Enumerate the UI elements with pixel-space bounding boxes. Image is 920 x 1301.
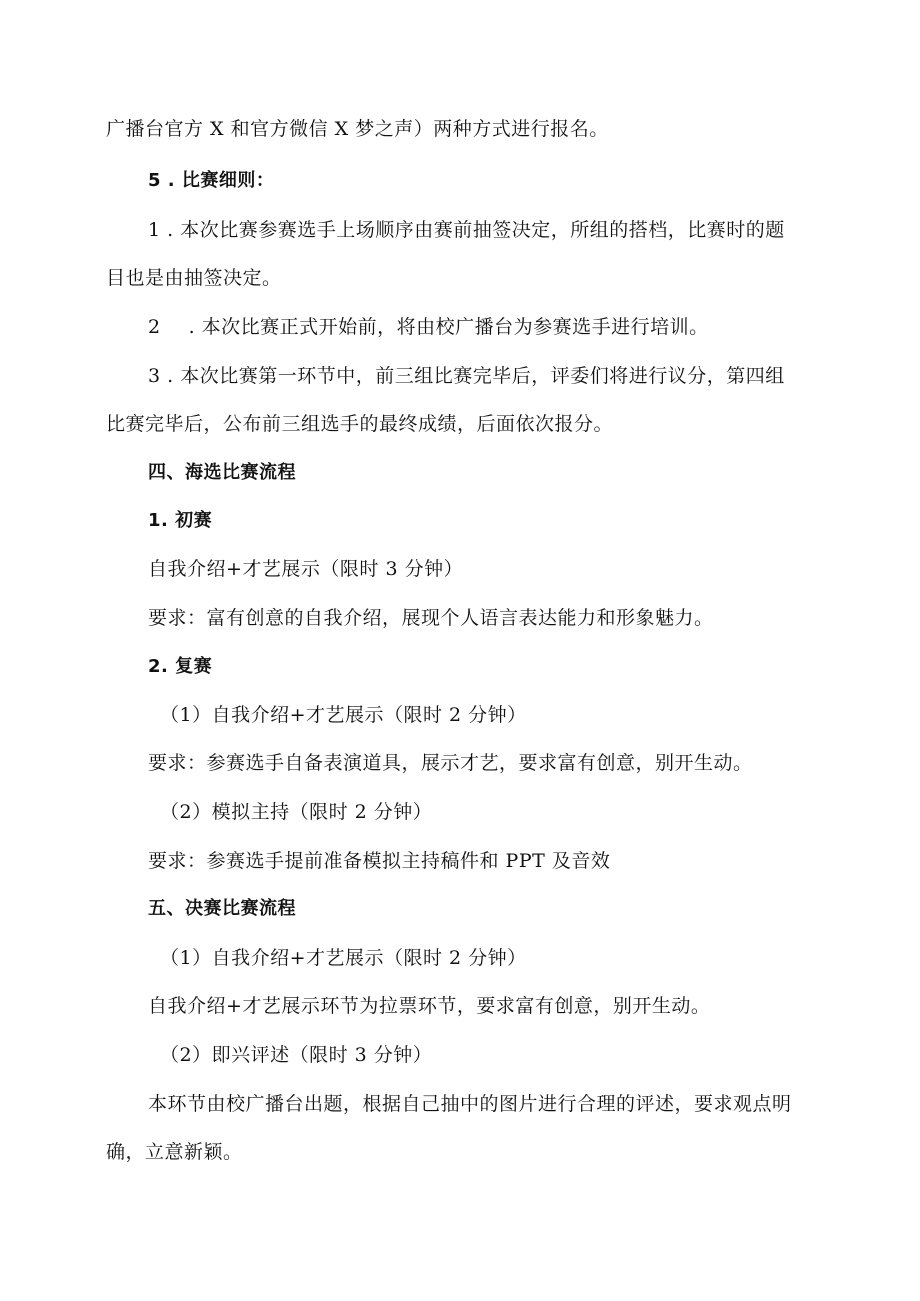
preliminary-requirement: 要求：富有创意的自我介绍，展现个人语言表达能力和形象魅力。 xyxy=(148,607,714,629)
final-requirement-1: 自我介绍+才艺展示环节为拉票环节，要求富有创意，别开生动。 xyxy=(148,995,711,1017)
semifinal-item-1: （1）自我介绍+才艺展示（限时 2 分钟） xyxy=(160,704,527,726)
rule-2 xyxy=(148,315,709,339)
semifinal-requirement-2: 要求：参赛选手提前准备模拟主持稿件和 PPT 及音效 xyxy=(148,850,611,872)
semifinal-requirement-1: 要求：参赛选手自备表演道具，展示才艺，要求富有创意，别开生动。 xyxy=(148,752,753,774)
rule-3-line-2: 比赛完毕后，公布前三组选手的最终成绩，后面依次报分。 xyxy=(106,413,614,435)
heading-preliminary: 1. 初赛 xyxy=(148,510,213,531)
heading-final-process: 五、决赛比赛流程 xyxy=(148,898,296,919)
final-requirement-2-line-1: 本环节由校广播台出题，根据自己抽中的图片进行合理的评述，要求观点明 xyxy=(148,1093,792,1115)
rule-3-line-1: 3 . 本次比赛第一环节中，前三组比赛完毕后，评委们将进行议分，第四组 xyxy=(148,365,785,387)
rule-1-line-1: 1 . 本次比赛参赛选手上场顺序由赛前抽签决定，所组的搭档，比赛时的题 xyxy=(148,219,785,241)
paragraph-registration-end: 广播台官方 X 和官方微信 X 梦之声）两种方式进行报名。 xyxy=(106,118,609,140)
final-item-2: （2）即兴评述（限时 3 分钟） xyxy=(160,1044,433,1066)
heading-competition-rules: 5 . 比赛细则： xyxy=(148,170,275,191)
heading-semifinal: 2. 复赛 xyxy=(148,656,213,677)
preliminary-item: 自我介绍+才艺展示（限时 3 分钟） xyxy=(148,558,464,580)
semifinal-item-2: （2）模拟主持（限时 2 分钟） xyxy=(160,801,433,823)
heading-audition-process: 四、海选比赛流程 xyxy=(148,462,296,483)
final-item-1: （1）自我介绍+才艺展示（限时 2 分钟） xyxy=(160,947,527,969)
rule-2-number: 2 xyxy=(148,316,161,338)
final-requirement-2-line-2: 确，立意新颖。 xyxy=(106,1141,243,1163)
rule-2-text: . 本次比赛正式开始前，将由校广播台为参赛选手进行培训。 xyxy=(188,316,709,338)
rule-1-line-2: 目也是由抽签决定。 xyxy=(106,267,282,289)
